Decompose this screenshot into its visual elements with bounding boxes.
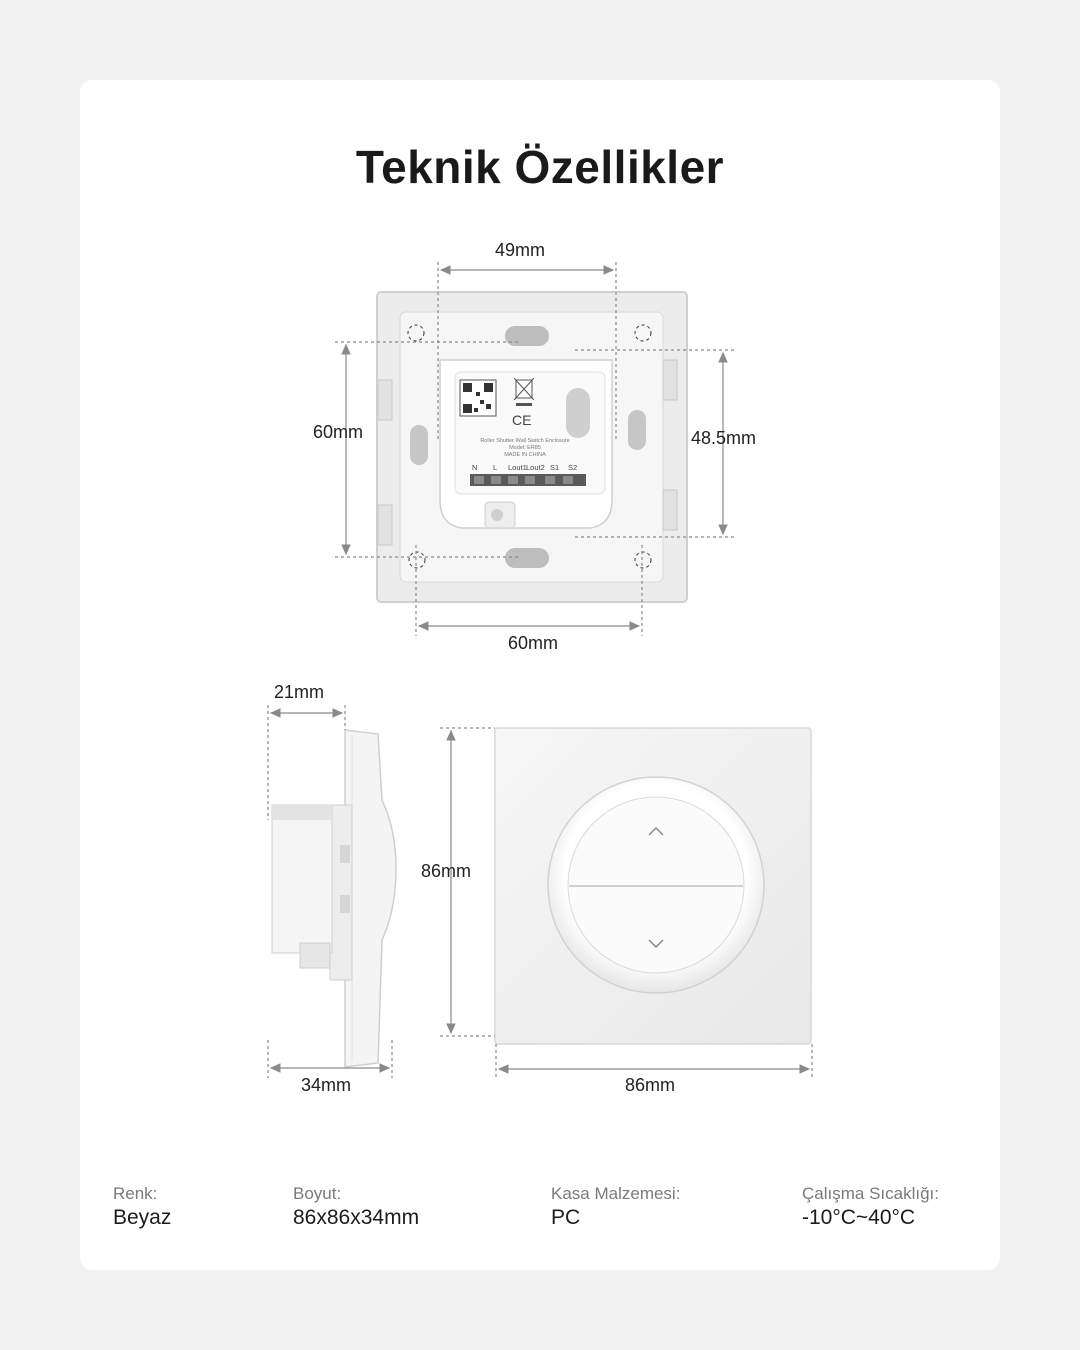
dim-back-bottom: 60mm [508, 633, 559, 653]
terminal-label: Lout2 [526, 463, 545, 472]
ce-mark: CE [512, 412, 532, 428]
back-view [377, 292, 687, 602]
spec-material [551, 1183, 680, 1231]
dim-back-right: 48.5mm [691, 428, 757, 448]
terminal-label: N [472, 463, 478, 472]
spec-value: Beyaz [113, 1206, 172, 1229]
spec-label: Çalışma Sıcaklığı: [802, 1184, 939, 1203]
dim-front-height: 86mm [421, 861, 472, 881]
terminal-label: S1 [550, 463, 560, 472]
page-title: Teknik Özellikler [355, 141, 725, 193]
spec-temperature [802, 1183, 939, 1231]
spec-label: Renk: [113, 1184, 158, 1203]
dim-front-width: 86mm [625, 1075, 676, 1095]
dim-side-top: 21mm [274, 682, 325, 702]
module-label-line3: MADE IN CHINA [504, 452, 546, 458]
spec-label: Kasa Malzemesi: [551, 1184, 681, 1203]
side-view [272, 730, 396, 1067]
terminal-label: S2 [568, 463, 578, 472]
spec-label: Boyut: [293, 1184, 342, 1203]
dim-side-bottom: 34mm [301, 1075, 352, 1095]
dim-back-left: 60mm [313, 422, 364, 442]
terminal-label: Lout1 [508, 463, 527, 472]
spec-color [113, 1183, 171, 1231]
spec-value: -10°C~40°C [802, 1206, 916, 1229]
terminal-label: L [493, 463, 498, 472]
qr-code [460, 380, 496, 416]
spec-size [293, 1183, 419, 1231]
dim-back-top: 49mm [495, 240, 546, 260]
module-label-line2: Model: ER85 [509, 445, 541, 451]
module-label-line1: Roller Shutter Wall Switch Enclosure [480, 438, 570, 444]
spec-value: PC [551, 1206, 581, 1229]
front-view [495, 728, 811, 1044]
spec-value: 86x86x34mm [293, 1206, 420, 1229]
